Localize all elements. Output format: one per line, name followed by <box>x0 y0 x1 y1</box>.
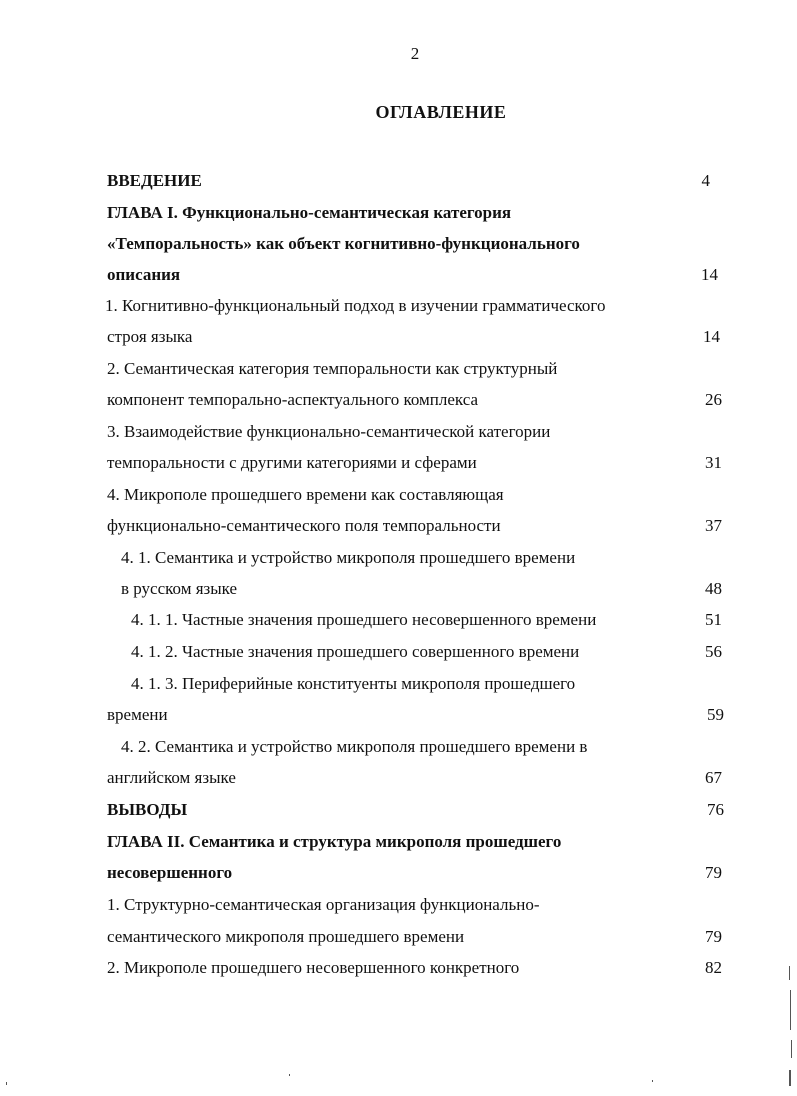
toc-entry-text[interactable]: компонент темпорально-аспектуального комплекса <box>107 390 479 409</box>
toc-entry-text[interactable]: несовершенного <box>107 863 233 882</box>
toc-entry-page: 26 <box>705 390 722 409</box>
toc-entry-page: 79 <box>705 863 722 882</box>
toc-entry-page: 48 <box>705 579 722 598</box>
toc-entry-text[interactable]: 2. Микрополе прошедшего несовершенного конкретного <box>107 958 520 977</box>
toc-entry-page: 59 <box>707 705 724 724</box>
toc-entry-text[interactable]: 3. Взаимодействие функционально-семантической категории <box>107 422 551 441</box>
scan-artifact-line <box>790 990 791 1030</box>
toc-entry-page: 51 <box>705 610 722 629</box>
toc-entry-text[interactable]: английском языке <box>107 768 236 787</box>
scan-artifact-dot <box>652 1080 653 1082</box>
toc-entry-page: 76 <box>707 800 724 819</box>
toc-entry-text[interactable]: 4. 2. Семантика и устройство микрополя прошедшего времени в <box>121 737 588 756</box>
toc-entry-text[interactable]: функционально-семантического поля темпоральности <box>107 516 501 535</box>
toc-entry-text[interactable]: ГЛАВА II. Семантика и структура микрополя прошедшего <box>107 832 562 851</box>
scan-artifact-dot <box>6 1082 7 1085</box>
toc-entry-text[interactable]: ГЛАВА I. Функционально-семантическая категория <box>107 203 512 222</box>
toc-entry-text[interactable]: 4. 1. 2. Частные значения прошедшего совершенного времени <box>131 642 580 661</box>
toc-entry-page: 37 <box>705 516 722 535</box>
toc-entry-page: 31 <box>705 453 722 472</box>
toc-entry-page: 67 <box>705 768 722 787</box>
toc-entry-text[interactable]: 4. Микрополе прошедшего времени как составляющая <box>107 485 504 504</box>
toc-entry-text[interactable]: строя языка <box>107 327 193 346</box>
toc-entry-text[interactable]: 4. 1. 3. Периферийные конституенты микрополя прошедшего <box>131 674 576 693</box>
toc-entry-text[interactable]: 4. 1. 1. Частные значения прошедшего несовершенного времени <box>131 610 597 629</box>
toc-entry-text[interactable]: описания <box>107 265 181 284</box>
toc-entry-page: 79 <box>705 927 722 946</box>
toc-entry-page: 14 <box>701 265 718 284</box>
toc-entry-page: 14 <box>703 327 720 346</box>
toc-entry-text[interactable]: 2. Семантическая категория темпоральности как структурный <box>107 359 558 378</box>
toc-entry-text[interactable]: в русском языке <box>121 579 238 598</box>
toc-entry-text[interactable]: ВЫВОДЫ <box>107 800 188 819</box>
toc-entry-text[interactable]: 1. Когнитивно-функциональный подход в изучении грамматического <box>105 296 606 315</box>
toc-entry-page: 56 <box>705 642 722 661</box>
toc-entry-text[interactable]: темпоральности с другими категориями и сферами <box>107 453 477 472</box>
toc-entry-text[interactable]: времени <box>107 705 168 724</box>
toc-title: ОГЛАВЛЕНИЕ <box>375 102 507 122</box>
toc-entry-page: 82 <box>705 958 722 977</box>
scan-artifact-line <box>791 1040 792 1058</box>
toc-entry-text[interactable]: «Темпоральность» как объект когнитивно-функционального <box>107 234 580 253</box>
toc-entry-text[interactable]: 4. 1. Семантика и устройство микрополя прошедшего времени <box>121 548 576 567</box>
scan-artifact-dot <box>289 1074 290 1076</box>
toc-entry-text[interactable]: ВВЕДЕНИЕ <box>107 171 202 190</box>
toc-entry-page: 4 <box>701 171 710 190</box>
scan-artifact-line <box>789 1070 791 1086</box>
toc-entry-text[interactable]: 1. Структурно-семантическая организация функционально- <box>107 895 540 914</box>
scan-artifact-line <box>789 966 790 980</box>
toc-entry-text[interactable]: семантического микрополя прошедшего времени <box>107 927 465 946</box>
page-number: 2 <box>410 44 420 63</box>
